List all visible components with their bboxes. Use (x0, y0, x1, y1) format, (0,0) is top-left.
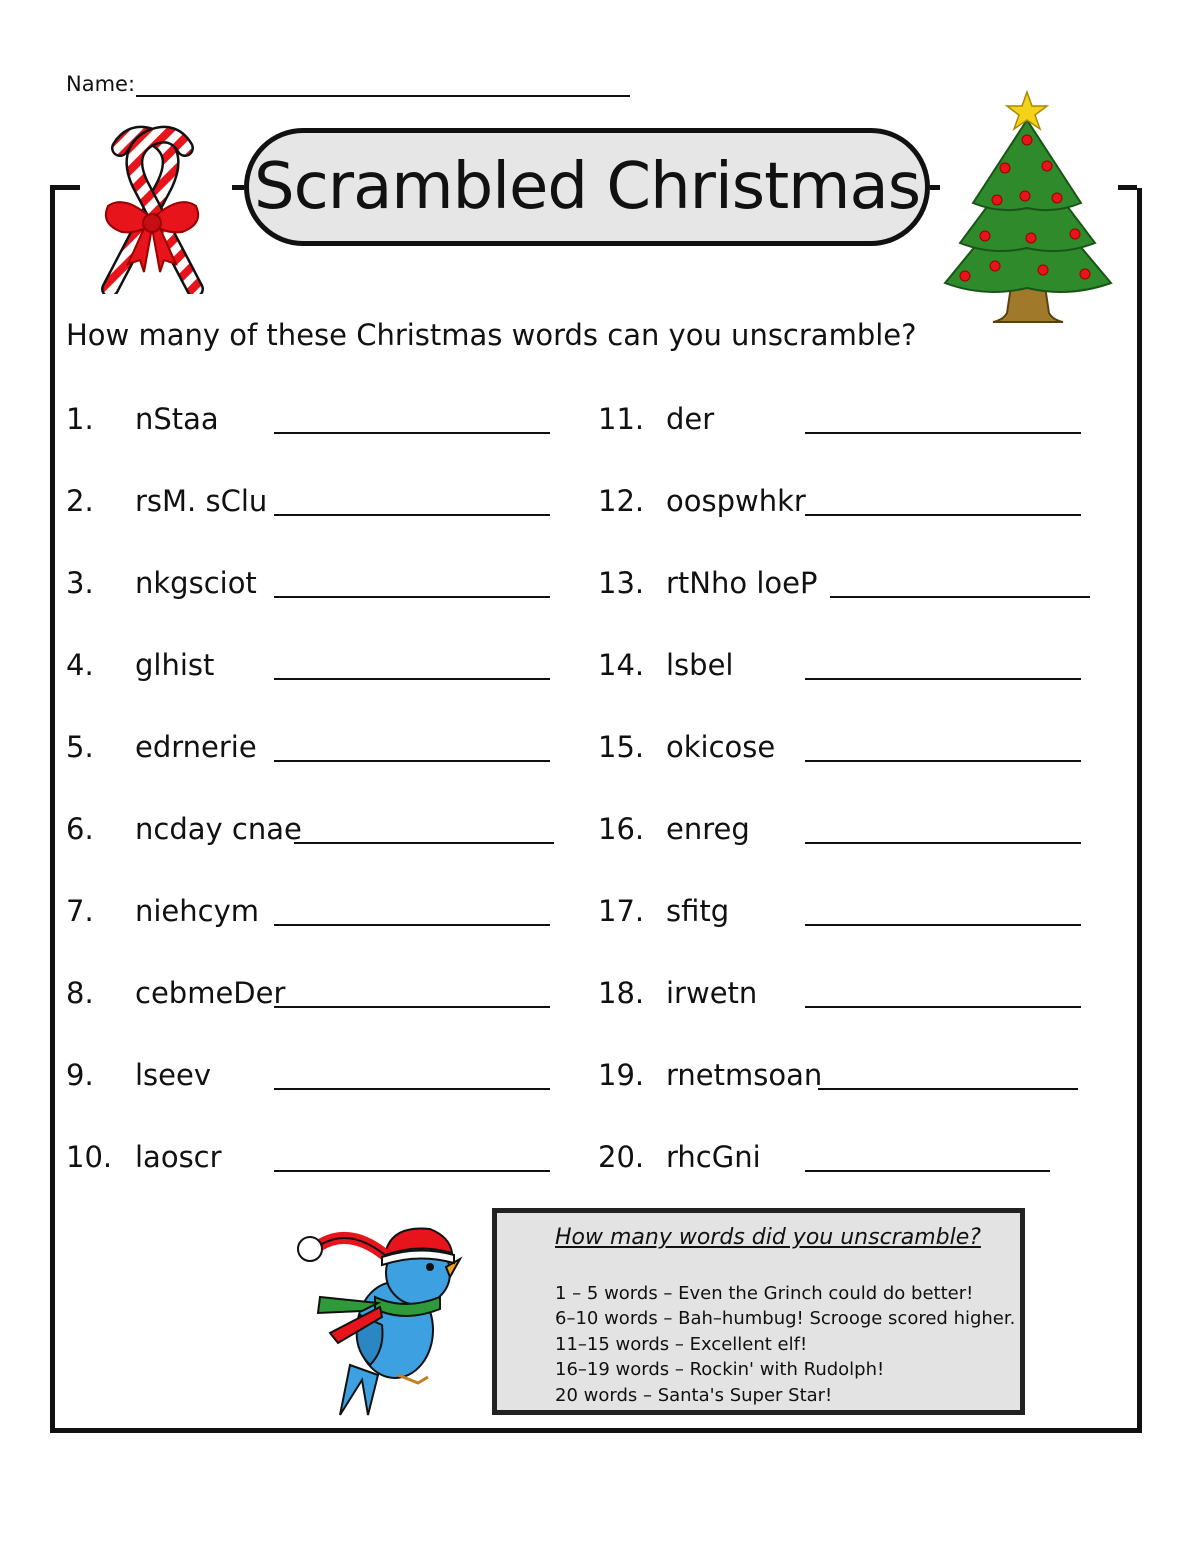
answer-blank[interactable] (818, 1088, 1078, 1090)
item-number: 18. (598, 976, 645, 1010)
item-number: 19. (598, 1058, 645, 1092)
item-number: 10. (66, 1140, 113, 1174)
score-title: How many words did you unscramble? (555, 1225, 981, 1250)
answer-blank[interactable] (805, 514, 1081, 516)
item-number: 16. (598, 812, 645, 846)
item-number: 1. (66, 402, 94, 436)
answer-blank[interactable] (805, 1006, 1081, 1008)
scrambled-word: sfitg (666, 894, 730, 928)
page-title: Scrambled Christmas (244, 128, 930, 246)
answer-blank[interactable] (274, 1088, 550, 1090)
scrambled-word: nkgsciot (135, 566, 257, 600)
answer-blank[interactable] (274, 924, 550, 926)
answer-blank[interactable] (805, 842, 1081, 844)
scrambled-word: okicose (666, 730, 776, 764)
item-number: 9. (66, 1058, 94, 1092)
answer-blank[interactable] (805, 924, 1081, 926)
answer-blank[interactable] (805, 1170, 1050, 1172)
answer-blank[interactable] (274, 596, 550, 598)
item-number: 11. (598, 402, 645, 436)
item-number: 5. (66, 730, 94, 764)
answer-blank[interactable] (274, 678, 550, 680)
scrambled-word: lsbel (666, 648, 734, 682)
item-number: 8. (66, 976, 94, 1010)
answer-blank[interactable] (805, 678, 1081, 680)
score-line: 11–15 words – Excellent elf! (555, 1334, 808, 1355)
name-label: Name: (66, 72, 136, 96)
name-field[interactable] (136, 95, 630, 97)
score-line: 20 words – Santa's Super Star! (555, 1385, 833, 1406)
scrambled-word: laoscr (135, 1140, 222, 1174)
score-box (492, 1208, 1025, 1415)
score-line: 6–10 words – Bah–humbug! Scrooge scored higher. (555, 1308, 1016, 1329)
scrambled-word: cebmeDer (135, 976, 286, 1010)
item-number: 17. (598, 894, 645, 928)
item-number: 2. (66, 484, 94, 518)
scrambled-word: nStaa (135, 402, 219, 436)
answer-blank[interactable] (274, 432, 550, 434)
scrambled-word: irwetn (666, 976, 758, 1010)
scrambled-word: enreg (666, 812, 750, 846)
frame-top-right (1118, 185, 1137, 190)
scrambled-word: der (666, 402, 715, 436)
item-number: 15. (598, 730, 645, 764)
scrambled-word: rsM. sClu (135, 484, 268, 518)
score-line: 16–19 words – Rockin' with Rudolph! (555, 1359, 885, 1380)
item-number: 3. (66, 566, 94, 600)
scrambled-word: rnetmsoan (666, 1058, 823, 1092)
instructions: How many of these Christmas words can you unscramble? (66, 318, 917, 352)
scrambled-word: lseev (135, 1058, 212, 1092)
frame-top-left (50, 185, 80, 190)
candy-cane-icon (80, 124, 225, 294)
scrambled-word: oospwhkr (666, 484, 806, 518)
item-number: 7. (66, 894, 94, 928)
bird-icon (290, 1215, 465, 1420)
scrambled-word: rtNho loeP (666, 566, 818, 600)
christmas-tree-icon (935, 88, 1120, 328)
item-number: 12. (598, 484, 645, 518)
answer-blank[interactable] (294, 842, 554, 844)
item-number: 6. (66, 812, 94, 846)
answer-blank[interactable] (805, 760, 1081, 762)
scrambled-word: edrnerie (135, 730, 257, 764)
answer-blank[interactable] (274, 760, 550, 762)
frame-top-mid-left (232, 185, 244, 190)
scrambled-word: rhcGni (666, 1140, 761, 1174)
scrambled-word: glhist (135, 648, 215, 682)
score-line: 1 – 5 words – Even the Grinch could do better! (555, 1283, 974, 1304)
answer-blank[interactable] (805, 432, 1081, 434)
answer-blank[interactable] (274, 514, 550, 516)
item-number: 13. (598, 566, 645, 600)
answer-blank[interactable] (830, 596, 1090, 598)
item-number: 20. (598, 1140, 645, 1174)
scrambled-word: ncday cnae (135, 812, 302, 846)
item-number: 14. (598, 648, 645, 682)
answer-blank[interactable] (274, 1170, 550, 1172)
item-number: 4. (66, 648, 94, 682)
answer-blank[interactable] (274, 1006, 550, 1008)
scrambled-word: niehcym (135, 894, 260, 928)
